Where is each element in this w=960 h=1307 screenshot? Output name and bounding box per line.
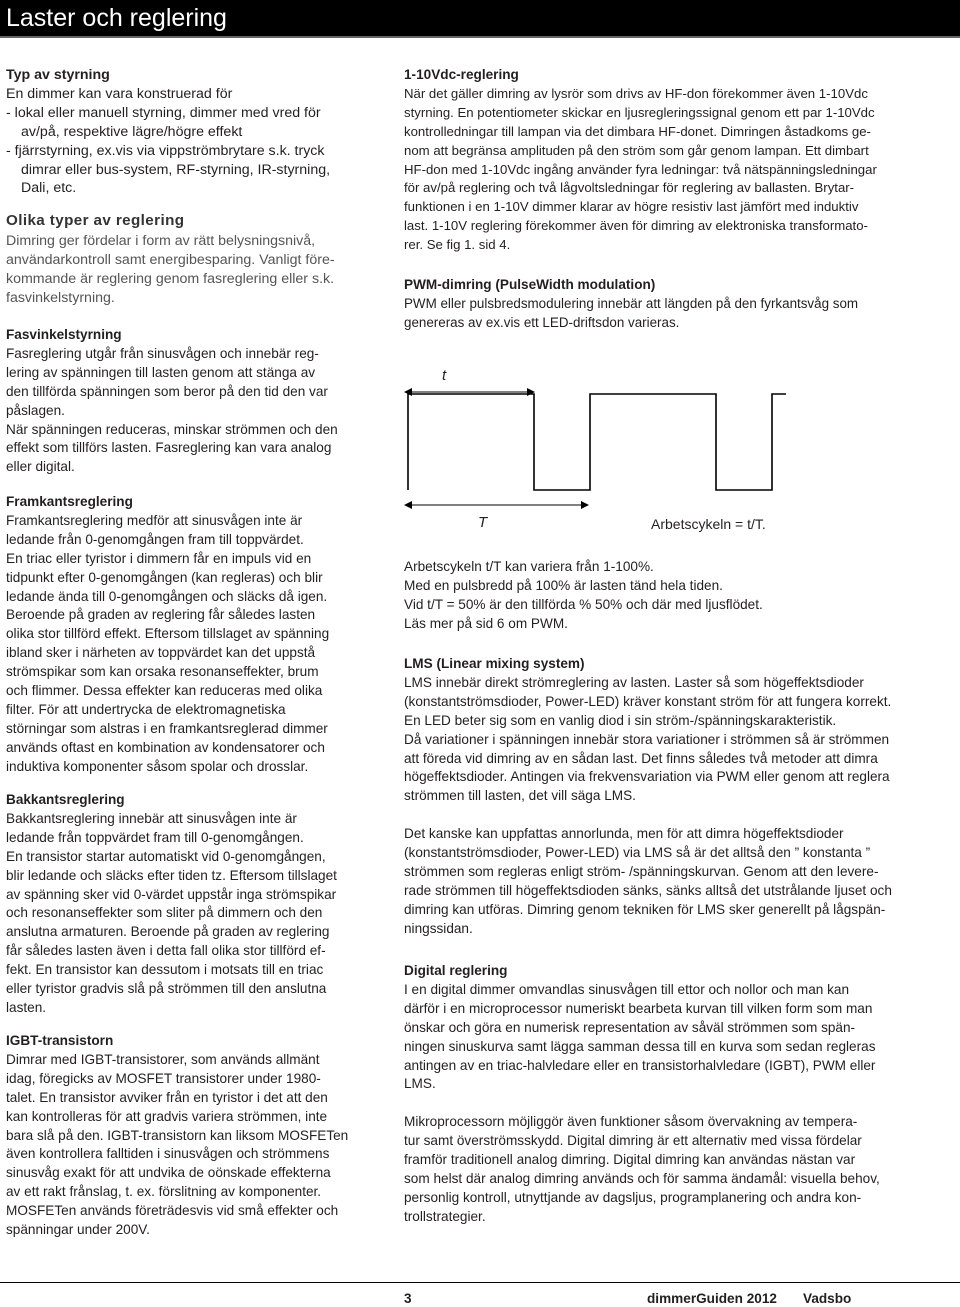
text-line: kan kontrolleras för att gradvis variera strömmen, inte bbox=[6, 1108, 328, 1124]
text-line: kommande är reglering genom fasreglering eller s.k. bbox=[6, 270, 335, 287]
T-arrow-left-head bbox=[404, 501, 412, 509]
text-line: Bakkantsreglering innebär att sinusvågen inte är bbox=[6, 810, 297, 826]
text-line: LMS innebär direkt strömreglering av lasten. Laster så som högeffektsdioder bbox=[404, 674, 864, 690]
text-line: spänningar under 200V. bbox=[6, 1222, 150, 1238]
text-line: önskar och göra en numerisk representation av såväl strömmen som spän- bbox=[404, 1019, 856, 1035]
text-line: fasvinkelstyrning. bbox=[6, 289, 115, 306]
right-section-arbetscykel bbox=[404, 558, 956, 634]
text-line: dimring kan utföras. Dimring genom tekniken för LMS sker generellt på lågspän- bbox=[404, 901, 886, 917]
text-line: påslagen. bbox=[6, 402, 65, 418]
right-section-vdc bbox=[404, 66, 956, 255]
text-line: LMS. bbox=[404, 1076, 436, 1092]
text-line: av ett rakt frånslag, t. ex. förslitning av komponenter. bbox=[6, 1184, 322, 1200]
text-line: induktiva komponenter såsom spolar och drosslar. bbox=[6, 758, 309, 774]
text-line: trollstrategier. bbox=[404, 1208, 486, 1224]
text-line: PWM eller pulsbredsmodulering innebär att längden på den fyrkantsvåg som bbox=[404, 295, 859, 311]
heading-digital: Digital reglering bbox=[404, 963, 508, 978]
pwm-diagram bbox=[398, 340, 798, 540]
text-line: Fasreglering utgår från sinusvågen och innebär reg- bbox=[6, 345, 319, 361]
text-line: olika stor tillförd effekt. Eftersom tillslaget av spänning bbox=[6, 626, 330, 642]
text-line: dimrar eller bus-system, RF-styrning, IR-styrning, bbox=[21, 161, 331, 178]
text-line: genereras av ex.vis ett LED-driftsdon varieras. bbox=[404, 314, 680, 330]
text-line: lasten. bbox=[6, 999, 47, 1015]
text-line: HF-don med 1-10Vdc ingång använder fyra ledningar: två nätspänningsledningar bbox=[404, 161, 877, 177]
text-line: ledande ända till 0-genomgången och släcks då igen. bbox=[6, 588, 328, 604]
heading-typ: Typ av styrning bbox=[6, 67, 110, 83]
text-line: används oftast en kombination av kondensatorer och bbox=[6, 739, 325, 755]
text-line: talet. En transistor avviker från en tyristor i det att den bbox=[6, 1089, 328, 1105]
text-line: Då variationer i spänningen innebär stora variationer i strömmen så är strömmen bbox=[404, 731, 890, 747]
text-line: av/på, respektive lägre/högre effekt bbox=[21, 123, 243, 140]
right-section-digital bbox=[404, 962, 956, 1227]
heading-vdc: 1-10Vdc-reglering bbox=[404, 67, 519, 82]
text-line: lering av spänningen till lasten genom att stänga av bbox=[6, 364, 316, 380]
text-line: filter. För att undertrycka de elektromagnetiska bbox=[6, 701, 286, 717]
text-line: Framkantsreglering medför att sinusvågen inte är bbox=[6, 512, 303, 528]
heading-lms: LMS (Linear mixing system) bbox=[404, 656, 585, 671]
text-line: som helst där analog dimring används och för samma ändamål: visuella behov, bbox=[404, 1171, 880, 1187]
text-line: tur samt överströmsskydd. Digital dimring är ett alternativ med vissa fördelar bbox=[404, 1133, 862, 1149]
text-line: Beroende på graden av reglering får således lasten bbox=[6, 607, 316, 623]
footer-divider bbox=[0, 1282, 960, 1283]
text-line: Det kanske kan uppfattas annorlunda, men för att dimra högeffektsdioder bbox=[404, 826, 844, 842]
text-line: Arbetscykeln t/T kan variera från 1-100%. bbox=[404, 559, 654, 574]
text-line: ningssidan. bbox=[404, 920, 473, 936]
left-section-olika bbox=[6, 212, 378, 308]
text-line: anslutna armaturen. Beroende på graden av reglering bbox=[6, 924, 330, 940]
left-section-fasvinkel bbox=[6, 326, 378, 477]
text-line: effekt som tillförs lasten. Fasreglering kan vara analog bbox=[6, 440, 332, 456]
text-line: funktionen i en 1-10V dimmer klarar av högre resistiv last jämfört med induktiv bbox=[404, 199, 859, 215]
text-line: blir ledande och släcks efter tiden tz. Eftersom tillslaget bbox=[6, 867, 337, 883]
text-line: ningen sinuskurva samt lägga samman dessa till en kurva som sedan regleras bbox=[404, 1038, 876, 1054]
footer-publication: dimmerGuiden 2012 bbox=[647, 1291, 777, 1306]
footer-company: Vadsbo bbox=[803, 1291, 852, 1306]
text-line: last. 1-10V reglering förekommer även för dimring av elektroniska transformato- bbox=[404, 218, 868, 234]
text-line: rade strömmen till högeffektsdioden sänks, sänks alltså det utstrålande ljuset och bbox=[404, 882, 892, 898]
heading-olika: Olika typer av reglering bbox=[6, 212, 185, 229]
text-line: Med en pulsbredd på 100% är lasten tänd hela tiden. bbox=[404, 577, 723, 593]
text-line: och resonanseffekter som sliter på dimmern och den bbox=[6, 905, 323, 921]
text-line: framför traditionell analog dimring. Digital dimring kan användas nästan var bbox=[404, 1152, 856, 1168]
duty-cycle-caption: Arbetscykeln = t/T. bbox=[651, 516, 766, 532]
text-line: styrning. En potentiometer skickar en ljusregleringssignal genom ett par 1-10Vdc bbox=[404, 104, 875, 120]
heading-igbt: IGBT-transistorn bbox=[6, 1033, 114, 1048]
text-line: ledande från toppvärdet fram till 0-genomgången. bbox=[6, 829, 304, 845]
left-section-typ bbox=[6, 66, 378, 198]
text-line: strömmen som regleras enligt ström- /spänningskurvan. Genom att den levere- bbox=[404, 864, 879, 880]
text-line: fekt. En transistor kan dessutom i motsats till en triac bbox=[6, 962, 324, 978]
text-line: Dimrar med IGBT-transistorer, som används allmänt bbox=[6, 1051, 320, 1067]
text-line: användarkontroll samt energibesparing. Vanligt före- bbox=[6, 251, 335, 268]
label-t: t bbox=[442, 367, 447, 384]
text-line: Mikroprocessorn möjliggör även funktioner såsom övervakning av tempera- bbox=[404, 1114, 858, 1130]
text-line: tidpunkt efter 0-genomgången (kan regleras) och blir bbox=[6, 569, 323, 585]
text-line: den tillförda spänningen som beror på den tid den var bbox=[6, 383, 328, 399]
footer-page-number: 3 bbox=[404, 1291, 412, 1306]
text-line: En transistor startar automatiskt vid 0-genomgången, bbox=[6, 848, 326, 864]
heading-framkant: Framkantsreglering bbox=[6, 494, 133, 509]
text-line: Läs mer på sid 6 om PWM. bbox=[404, 615, 568, 631]
text-line: strömmen till lasten, det vill säga LMS. bbox=[404, 788, 636, 804]
text-line: störningar som alstras i en framkantsreglerad dimmer bbox=[6, 720, 328, 736]
text-line: strömspikar som kan orsaka resonanseffekter, brum bbox=[6, 664, 319, 680]
text-line: idag, föregicks av MOSFET transistorer under 1980- bbox=[6, 1070, 321, 1086]
text-line: får således lasten även i detta fall olika stor tillförd ef- bbox=[6, 943, 326, 959]
text-line: (konstantströmsdioder, Power-LED) via LMS så är det alltså den ” konstanta ” bbox=[404, 845, 871, 861]
text-line: kontrolledningar till lampan via det dimbara HF-donet. Dimringen åstadkoms ge- bbox=[404, 123, 871, 139]
left-section-igbt bbox=[6, 1032, 378, 1240]
text-line: MOSFETen används företrädesvis vid små effekter och bbox=[6, 1203, 339, 1219]
text-line: Dimring ger fördelar i form av rätt belysningsnivå, bbox=[6, 232, 316, 249]
text-line: även kontrollera falltiden i sinusvågen och strömmens bbox=[6, 1146, 330, 1162]
text-line: ledande från 0-genomgången fram till toppvärdet. bbox=[6, 531, 304, 547]
heading-fasvinkel: Fasvinkelstyrning bbox=[6, 327, 122, 342]
text-line: Vid t/T = 50% är den tillförda % 50% och där med ljusflödet. bbox=[404, 596, 763, 612]
text-line: En LED beter sig som en vanlig diod i sin ström-/spänningskarakteristik. bbox=[404, 712, 837, 728]
text-line: nom att begränsa amplituden på den ström som går genom lampan. Ett dimbart bbox=[404, 142, 869, 158]
title-bar bbox=[0, 0, 960, 38]
text-line: att föreda vid dimring av en sådan last. Det finns således två metoder att dimra bbox=[404, 750, 878, 766]
page-title: Laster och reglering bbox=[6, 4, 227, 32]
text-line: av spänning sker vid 0-värdet uppstår inga strömspikar bbox=[6, 886, 337, 902]
text-line: (konstantströmsdioder, Power-LED) kräver konstant ström för att fungera korrekt. bbox=[404, 693, 892, 709]
heading-pwm: PWM-dimring (PulseWidth modulation) bbox=[404, 277, 656, 292]
text-line: och flimmer. Dessa effekter kan reduceras med olika bbox=[6, 683, 323, 699]
text-line: En triac eller tyristor i dimmern får en impuls vid en bbox=[6, 550, 312, 566]
text-line: En dimmer kan vara konstruerad för bbox=[6, 85, 233, 102]
text-line: sinusvåg exakt för att undvika de oönskade effekterna bbox=[6, 1165, 331, 1181]
text-line: antingen av en triac-halvledare eller en transistorhalvledare (IGBT), PWM eller bbox=[404, 1057, 876, 1073]
text-line: högeffektsdioder. Antingen via frekvensvariation via PWM eller genom att reglera bbox=[404, 769, 890, 785]
text-line: rer. Se fig 1. sid 4. bbox=[404, 237, 511, 253]
text-line: - fjärrstyrning, ex.vis via vippströmbrytare s.k. tryck bbox=[6, 142, 325, 159]
right-section-pwm bbox=[404, 276, 956, 333]
square-wave bbox=[408, 394, 786, 490]
label-T: T bbox=[478, 514, 488, 531]
text-line: för av/på reglering och två lågvoltsledningar för reglering av ballasten. Brytar- bbox=[404, 180, 855, 196]
text-line: därför i en microprocessor numeriskt bearbeta kurvan till vilken form som man bbox=[404, 1000, 873, 1016]
right-section-lms bbox=[404, 655, 956, 939]
heading-bakkant: Bakkantsreglering bbox=[6, 792, 125, 807]
text-line: personlig kontroll, utnyttjande av dagsljus, programplanering och andra kon- bbox=[404, 1189, 862, 1205]
text-line: eller tyristor gradvis slå på strömmen till den anslutna bbox=[6, 981, 327, 997]
left-section-bakkant bbox=[6, 791, 378, 1018]
left-section-framkant bbox=[6, 493, 378, 777]
text-line: Dali, etc. bbox=[21, 180, 77, 197]
text-line: - lokal eller manuell styrning, dimmer med vred för bbox=[6, 104, 321, 121]
T-arrow-right-head bbox=[581, 501, 589, 509]
text-line: När spänningen reduceras, minskar strömmen och den bbox=[6, 421, 338, 437]
text-line: eller digital. bbox=[6, 459, 75, 475]
text-line: När det gäller dimring av lysrör som drivs av HF-don förekommer även 1-10Vdc bbox=[404, 85, 868, 101]
text-line: I en digital dimmer omvandlas sinusvågen till ettor och nollor och man kan bbox=[404, 981, 850, 997]
text-line: bara slå på den. IGBT-transistorn kan liksom MOSFETen bbox=[6, 1127, 349, 1143]
text-line: ibland sker i närheten av toppvärdet kan det uppstå bbox=[6, 645, 316, 661]
